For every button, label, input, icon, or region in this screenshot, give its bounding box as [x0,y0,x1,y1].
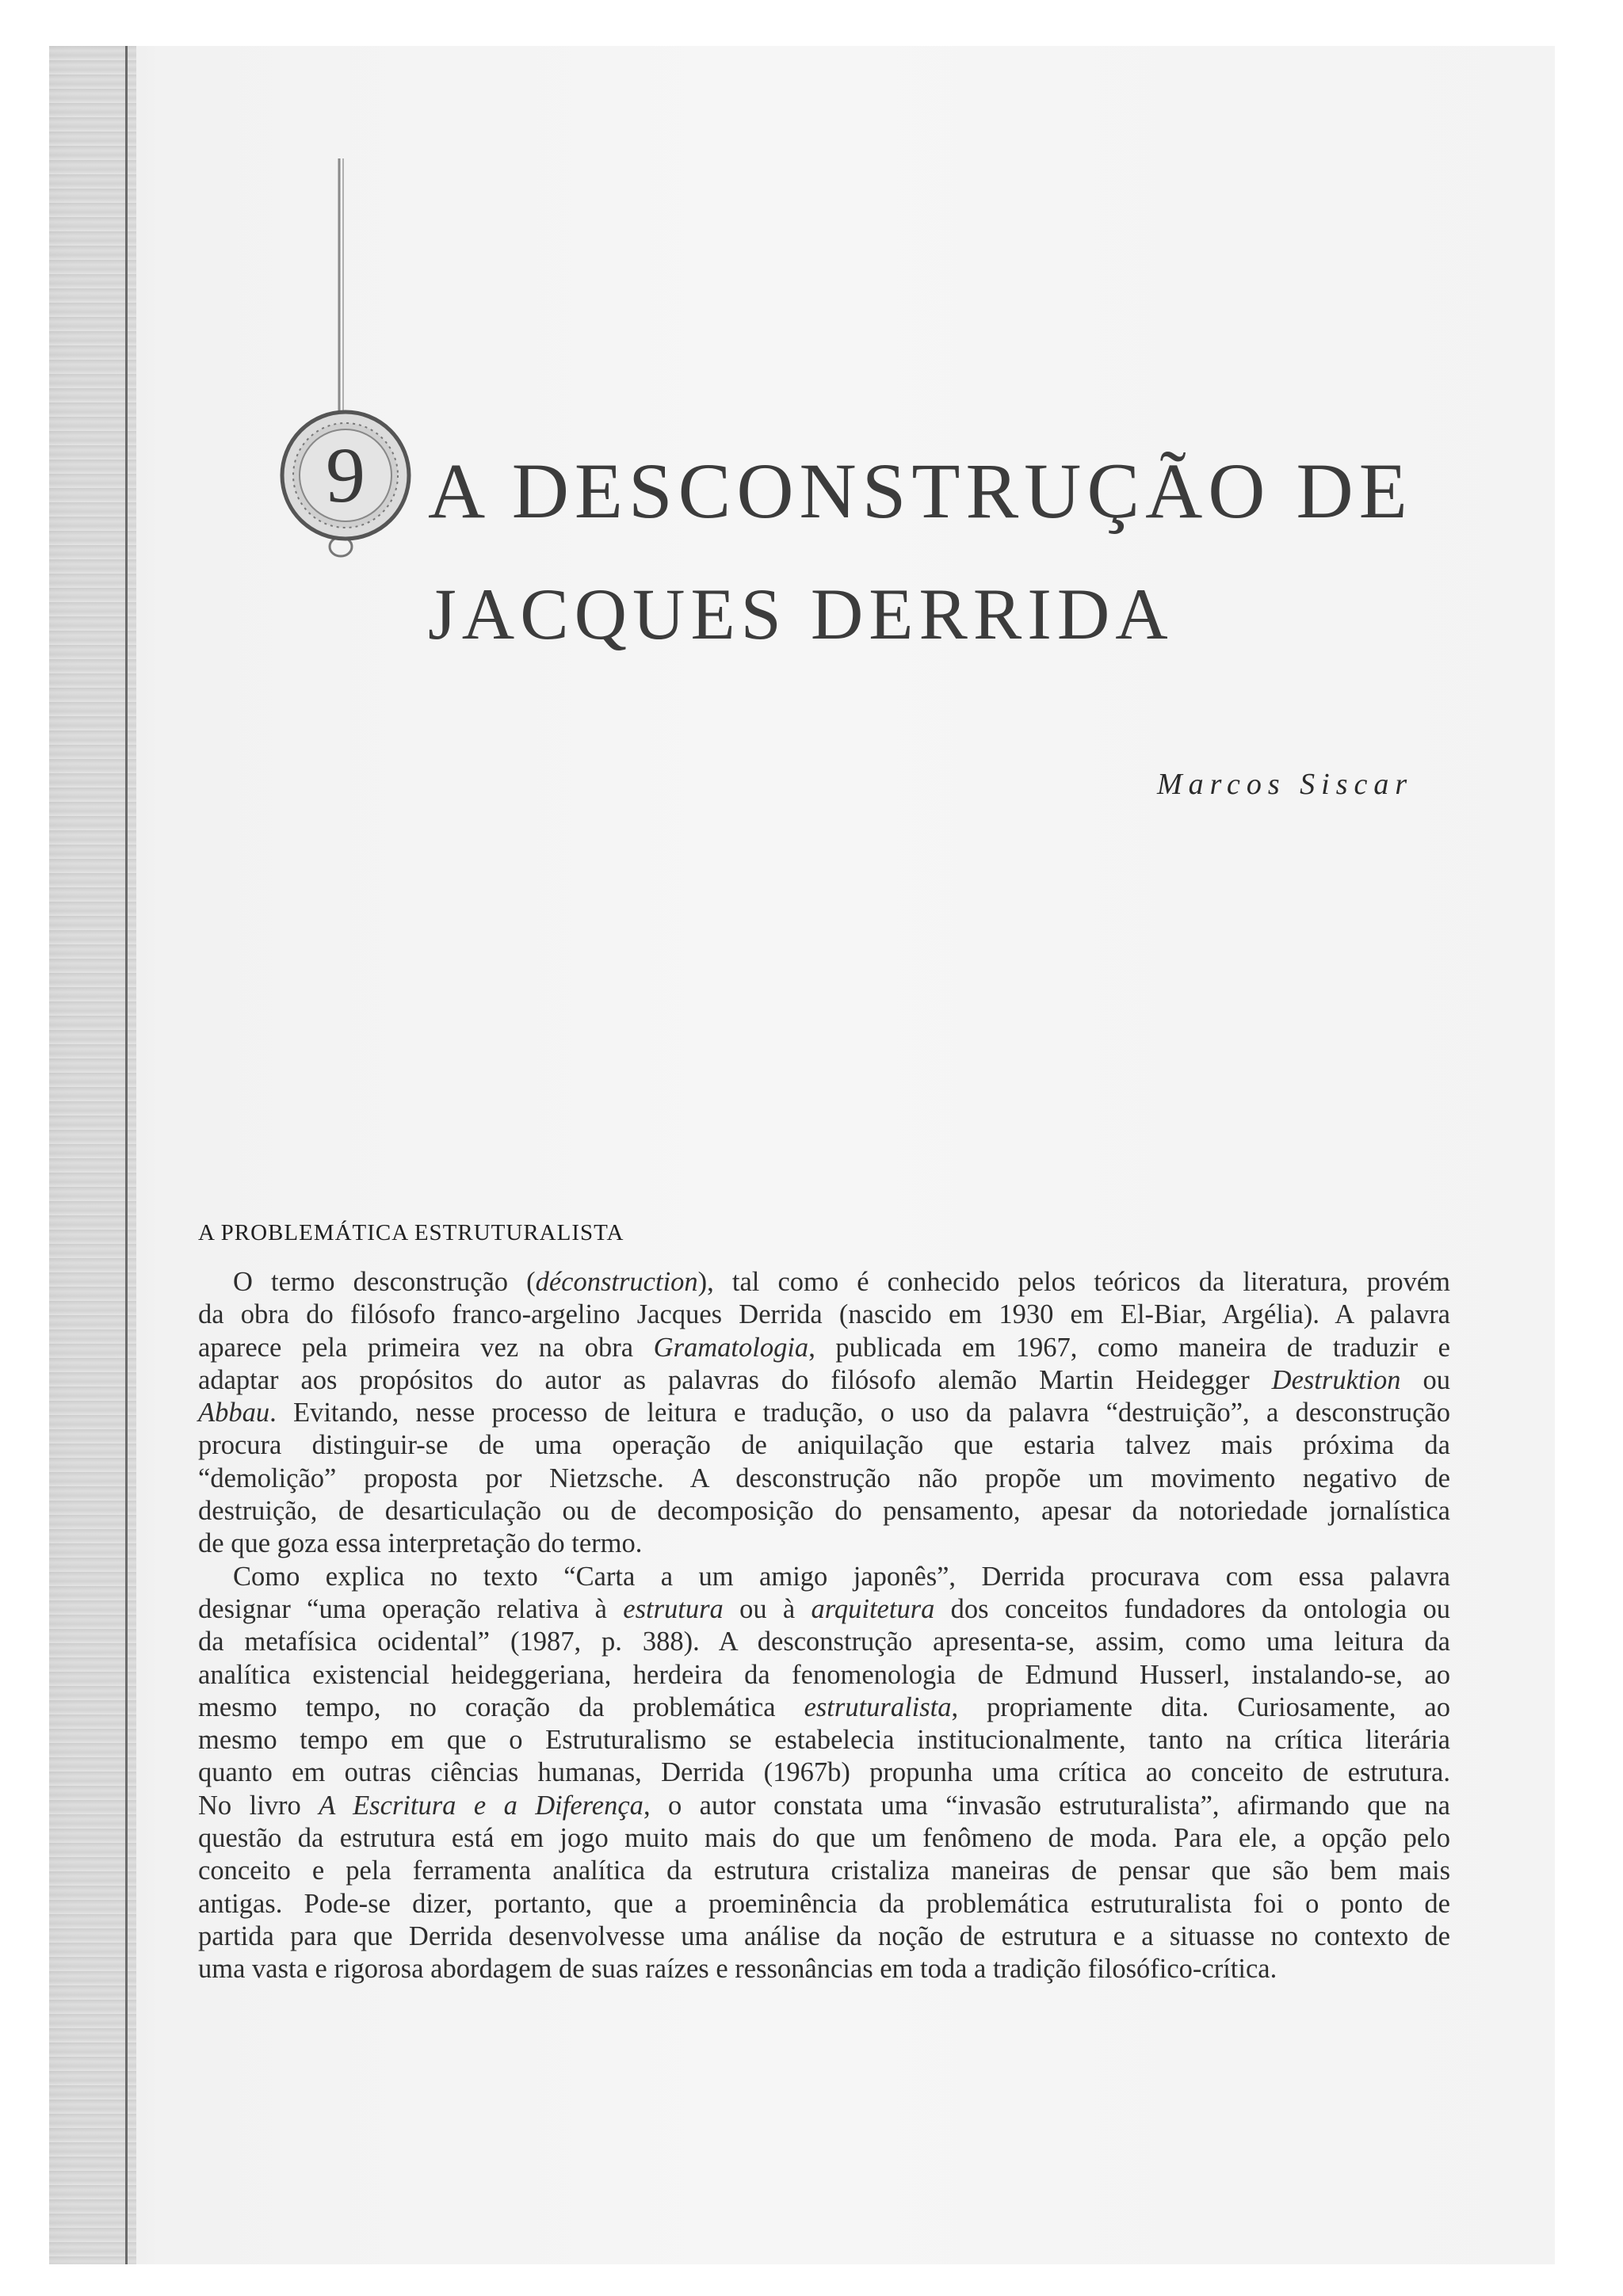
spine-line [125,46,128,2264]
italic-term: arquitetura [811,1593,935,1624]
text-run: , o autor constata uma “invasão estruturalista”, afirmando que na [643,1790,1450,1821]
text-run: da metafísica ocidental” (1987, p. 388). A desconstrução apresenta-se, assim, como uma leitura da [198,1627,1450,1657]
text-line [198,1299,1450,1331]
section-heading: A PROBLEMÁTICA ESTRUTURALISTA [198,1220,624,1245]
text-line [198,1953,1450,1985]
text-run: partida para que Derrida desenvolvesse uma análise da noção de estrutura e a situasse no contexto de [198,1920,1450,1951]
text-line [198,1561,1450,1593]
text-line [198,1266,1450,1299]
text-line [198,1364,1450,1397]
text-line [198,1495,1450,1527]
text-line [198,1888,1450,1920]
text-run: de que goza essa interpretação do termo. [198,1528,643,1559]
text-line [198,1724,1450,1756]
italic-term: estrutura [623,1593,724,1624]
text-line [198,1822,1450,1855]
text-run: , propriamente dita. Curiosamente, ao [951,1691,1450,1722]
text-run: adaptar aos propósitos do autor as palavras do filósofo alemão Martin Heidegger [198,1364,1272,1395]
text-line [198,1429,1450,1462]
italic-term: Abbau [198,1398,270,1428]
text-line [198,1397,1450,1429]
text-run: da obra do filósofo franco-argelino Jacques Derrida (nascido em 1930 em El-Biar, Argélia). A palavra [198,1299,1450,1330]
text-run: No livro [198,1790,319,1821]
text-run: ou [1400,1364,1451,1395]
text-line [198,1463,1450,1495]
text-line [198,1626,1450,1658]
text-run: conceito e pela ferramenta analítica da estrutura cristaliza maneiras de pensar que são bem mais [198,1855,1450,1886]
italic-term: déconstruction [535,1267,698,1297]
text-line [198,1920,1450,1953]
text-run: ou à [723,1593,812,1624]
text-run: uma vasta e rigorosa abordagem de suas raízes e ressonâncias em toda a tradição filosófico-crítica. [198,1954,1277,1985]
text-run: analítica existencial heideggeriana, herdeira da fenomenologia de Edmund Husserl, instalando-se, ao [198,1659,1450,1690]
text-run: ), tal como é conhecido pelos teóricos da literatura, provém [697,1267,1450,1297]
text-run: aparece pela primeira vez na obra [198,1332,654,1363]
text-run: mesmo tempo em que o Estruturalismo se estabelecia institucionalmente, tanto na crítica literária [198,1725,1450,1756]
paragraph [198,1266,1450,1561]
text-run: O termo desconstrução ( [233,1267,536,1297]
text-run: Como explica no texto “Carta a um amigo japonês”, Derrida procurava com essa palavra [233,1561,1450,1592]
paragraph [198,1561,1450,1986]
text-line [198,1855,1450,1887]
text-line [198,1659,1450,1691]
italic-term: Destruktion [1271,1364,1401,1395]
text-run: procura distinguir-se de uma operação de aniquilação que estaria talvez mais próxima da [198,1430,1450,1461]
text-run: designar “uma operação relativa à [198,1593,624,1624]
watch-face-icon [276,402,418,545]
text-run: quanto em outras ciências humanas, Derrida (1967b) propunha uma crítica ao conceito de estrutura. [198,1757,1450,1788]
text-line [198,1332,1450,1364]
page-binding-edge [49,46,136,2264]
chapter-title-line-1: A DESCONSTRUÇÃO DE [428,447,1413,535]
text-line [198,1756,1450,1789]
text-line [198,1691,1450,1724]
text-run: mesmo tempo, no coração da problemática [198,1691,804,1722]
body-text [198,1266,1450,1986]
text-run: antigas. Pode-se dizer, portanto, que a proeminência da problemática estruturalista foi o ponto de [198,1888,1450,1919]
italic-term: A Escritura e a Diferença [319,1790,643,1821]
chapter-number: 9 [326,431,365,519]
chapter-title-line-2: JACQUES DERRIDA [428,574,1174,654]
text-run: . Evitando, nesse processo de leitura e tradução, o uso da palavra “destruição”, a desconstrução [269,1398,1450,1428]
text-run: destruição, de desarticulação ou de decomposição do pensamento, apesar da notoriedade jornalística [198,1496,1450,1527]
italic-term: estruturalista [804,1691,952,1722]
text-run: , publicada em 1967, como maneira de traduzir e [808,1332,1450,1363]
text-line [198,1790,1450,1822]
author-name: Marcos Siscar [1157,768,1414,801]
text-run: questão da estrutura está em jogo muito mais do que um fenômeno de moda. Para ele, a opção pelo [198,1823,1450,1854]
text-line [198,1593,1450,1626]
text-run: dos conceitos fundadores da ontologia ou [934,1593,1450,1624]
text-run: “demolição” proposta por Nietzsche. A desconstrução não propõe um movimento negativo de [198,1463,1450,1493]
text-line [198,1527,1450,1560]
italic-term: Gramatologia [653,1332,809,1363]
